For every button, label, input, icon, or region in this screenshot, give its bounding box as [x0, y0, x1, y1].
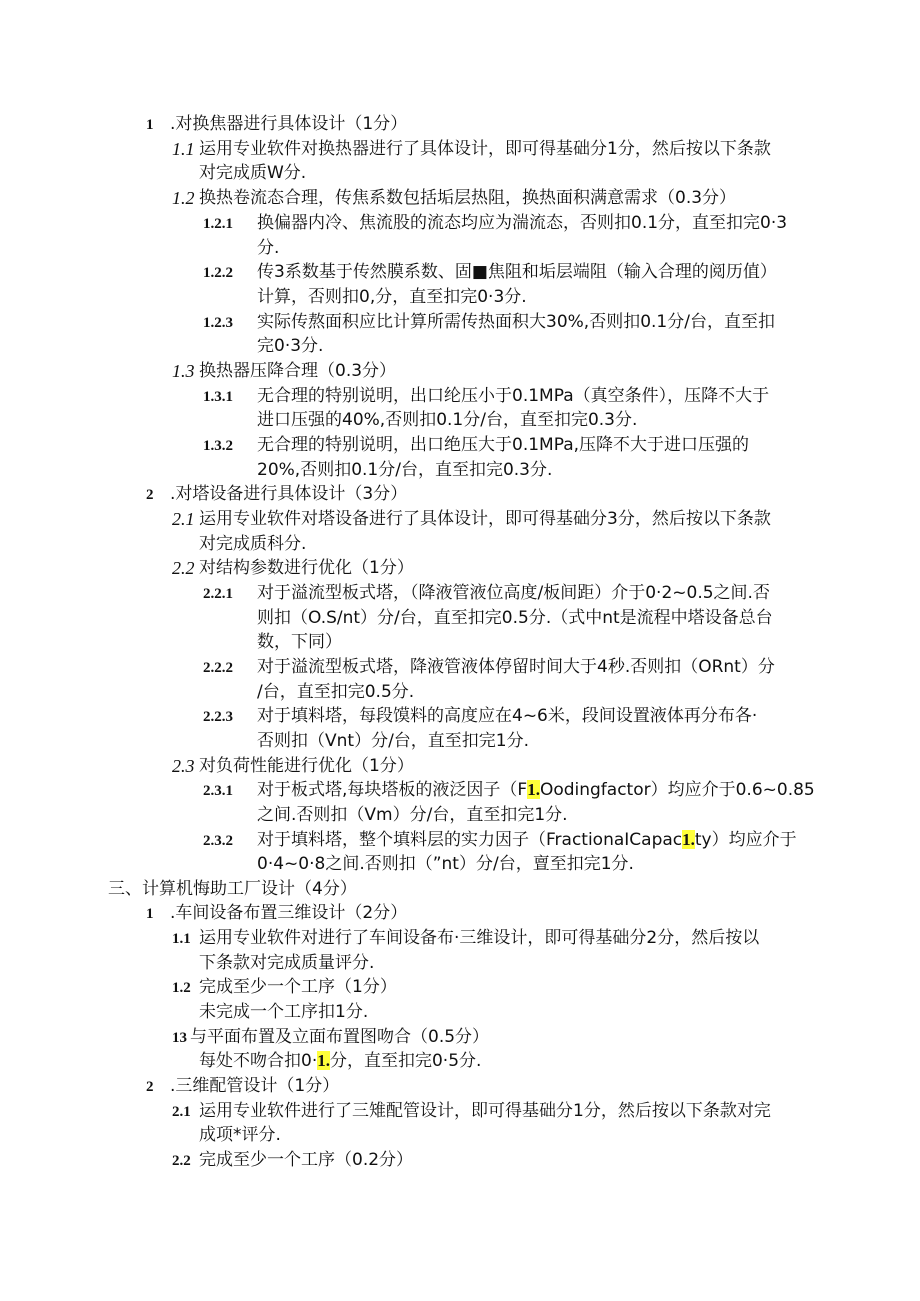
item-number: 2.2.1: [203, 586, 233, 602]
item-text: 对于填料塔，整个填料层的实力因子（FractionaICapac1.ty）均应介于: [257, 830, 797, 850]
item-text: 未完成一个工序扣1分.: [199, 1002, 369, 1022]
item-text: 换热卷流态合理，传焦系数包括垢层热阻，换热面积满意需求（0.3分）: [199, 188, 737, 208]
item-number: 2.1: [172, 1104, 191, 1120]
text-line: [172, 754, 414, 779]
item-text: 下条款对完成质量评分.: [199, 953, 375, 973]
text-line: [257, 729, 529, 753]
text-line: [172, 926, 760, 951]
item-number: 2: [146, 487, 154, 503]
text-line: [257, 680, 414, 704]
text-line: [257, 285, 527, 309]
text-line: [172, 137, 771, 162]
item-number: 2: [146, 1079, 154, 1095]
item-text: 对结构参数进行优化（1分）: [199, 558, 414, 578]
text-line: [199, 951, 374, 975]
text-line: [146, 112, 408, 137]
text-line: [172, 186, 737, 211]
item-text: 对于溢流型板式塔，（降液管液位高度/板间距）介于0·2~0.5之间.否: [257, 583, 770, 603]
text-line: [203, 310, 775, 335]
text-line: [199, 161, 306, 185]
item-number: 13: [172, 1030, 187, 1046]
item-text: 对于板式塔,每块塔板的液泛因子（F1.Oodingfactor）均应介于0.6~0.85: [257, 780, 815, 800]
text-line: [257, 606, 773, 630]
item-text: 则扣（O.S/nt）分/台，直至扣完0.5分.（式中nt是流程中塔设备总台: [257, 608, 773, 628]
text-line: [257, 630, 342, 654]
item-text: 每处不吻合扣0·1.分，直至扣完0·5分.: [199, 1051, 482, 1071]
item-text: .对塔设备进行具体设计（3分）: [170, 484, 408, 504]
text-line: [172, 1148, 414, 1173]
text-line: [172, 1025, 490, 1050]
item-number: 1.1: [172, 139, 195, 159]
highlight-mark: 1.: [317, 1051, 330, 1070]
text-line: [199, 1049, 481, 1073]
item-text: 传3系数基于传然膜系数、固■焦阻和垢层端阻（输入合理的阅历值）: [257, 262, 777, 282]
item-number: 1.2.2: [203, 265, 233, 281]
item-text: 运用专业软件对换热器进行了具体设计，即可得基础分1分，然后按以下条款: [199, 139, 771, 159]
highlight-mark: 1.: [527, 780, 540, 799]
text-line: [199, 1123, 281, 1147]
item-text: 完0·3分.: [257, 336, 324, 356]
text-line: [203, 704, 758, 729]
item-text: 进口压强的40%,否则扣0.1分/台，直至扣完0.3分.: [257, 410, 638, 430]
item-text: .车间设备布置三维设计（2分）: [170, 903, 408, 923]
item-number: 2.2: [172, 1153, 191, 1169]
item-number: 1.2.1: [203, 216, 233, 232]
item-number: 1.1: [172, 931, 191, 947]
item-text: 无合理的特别说明，出口绝压大于0.1MPa,压降不大于进口压强的: [257, 435, 750, 455]
item-text: 对完成质W分.: [199, 163, 307, 183]
item-text: 成项*评分.: [199, 1125, 281, 1145]
item-text: .三维配管设计（1分）: [170, 1076, 340, 1096]
text-line: [172, 1099, 771, 1124]
item-text: 运用专业软件对塔设备进行了具体设计，即可得基础分3分，然后按以下条款: [199, 509, 771, 529]
text-line: [146, 1074, 340, 1099]
item-text: 实际传熬面积应比计算所需传热面积大30%,否则扣0.1分/台，直至扣: [257, 312, 775, 332]
text-line: [203, 211, 788, 236]
text-line: [203, 384, 770, 409]
item-text: 换热器压降合理（0.3分）: [199, 361, 397, 381]
text-line: [203, 828, 797, 853]
item-text: 数，下同）: [257, 632, 342, 652]
item-number: 2.1: [172, 509, 195, 529]
item-text: 运用专业软件进行了三雉配管设计，即可得基础分1分，然后按以下条款对完: [199, 1101, 771, 1121]
item-text: 对负荷性能进行优化（1分）: [199, 756, 414, 776]
item-number: 1.2: [172, 980, 191, 996]
item-text: 对完成质科分.: [199, 534, 307, 554]
item-number: 2.2.3: [203, 709, 233, 725]
item-text: 对于填料塔，每段馍料的高度应在4~6米，段间设置液体再分布各·: [257, 706, 758, 726]
item-text: /台，直至扣完0.5分.: [257, 682, 415, 702]
text-line: [257, 803, 568, 827]
item-text: 对于溢流型板式塔，降液管液体停留时间大于4秒.否则扣（ORnt）分: [257, 657, 775, 677]
item-number: 2.2: [172, 558, 195, 578]
item-number: 2.2.2: [203, 660, 233, 676]
item-number: 1.2.3: [203, 315, 233, 331]
item-text: 之间.否则扣（Vm）分/台，直至扣完1分.: [257, 805, 568, 825]
item-number: 1.3.2: [203, 438, 233, 454]
text-line: [172, 507, 771, 532]
item-number: 1: [146, 117, 154, 133]
item-number: 1: [146, 906, 154, 922]
text-line: [146, 901, 408, 926]
text-line: [199, 1000, 368, 1024]
item-text: 完成至少一个工序（0.2分）: [199, 1150, 414, 1170]
item-text: .对换焦器进行具体设计（1分）: [170, 114, 408, 134]
text-line: [199, 532, 306, 556]
text-line: [257, 334, 323, 358]
text-line: [257, 458, 552, 482]
item-text: 与平面布置及立面布置图吻合（0.5分）: [190, 1027, 490, 1047]
text-line: [203, 433, 750, 458]
item-number: 1.3.1: [203, 389, 233, 405]
item-text: 换偏器内冷、焦流股的流态均应为湍流态，否则扣0.1分，直至扣完0·3: [257, 213, 788, 233]
text-line: [146, 482, 408, 507]
highlight-mark: 1.: [682, 830, 695, 849]
text-line: [172, 556, 414, 581]
item-text: 否则扣（Vnt）分/台，直至扣完1分.: [257, 731, 530, 751]
text-line: [257, 852, 634, 876]
item-number: 1.3: [172, 361, 195, 381]
item-text: 0·4~0·8之间.否则扣（”nt）分/台，亶至扣完1分.: [257, 854, 634, 874]
item-number: 2.3: [172, 756, 195, 776]
text-line: [203, 581, 770, 606]
text-line: [203, 260, 777, 285]
item-text: 完成至少一个工序（1分）: [199, 977, 397, 997]
item-number: 2.3.2: [203, 833, 233, 849]
item-text: 三、计算机悔助工厂设计（4分）: [108, 879, 357, 899]
text-line: [108, 877, 357, 901]
text-line: [203, 778, 815, 803]
item-text: 分.: [257, 238, 280, 258]
item-text: 计算，否则扣0,分，直至扣完0·3分.: [257, 287, 527, 307]
item-number: 1.2: [172, 188, 195, 208]
text-line: [172, 359, 397, 384]
text-line: [203, 655, 775, 680]
text-line: [257, 408, 637, 432]
text-line: [257, 236, 279, 260]
item-text: 运用专业软件对进行了车间设备布·三维设计，即可得基础分2分，然后按以: [199, 928, 760, 948]
text-line: [172, 975, 397, 1000]
item-text: 无合理的特别说明，出口纶压小于0.1MPa（真空条件），压降不大于: [257, 386, 770, 406]
item-text: 20%,否则扣0.1分/台，直至扣完0.3分.: [257, 460, 553, 480]
item-number: 2.3.1: [203, 783, 233, 799]
